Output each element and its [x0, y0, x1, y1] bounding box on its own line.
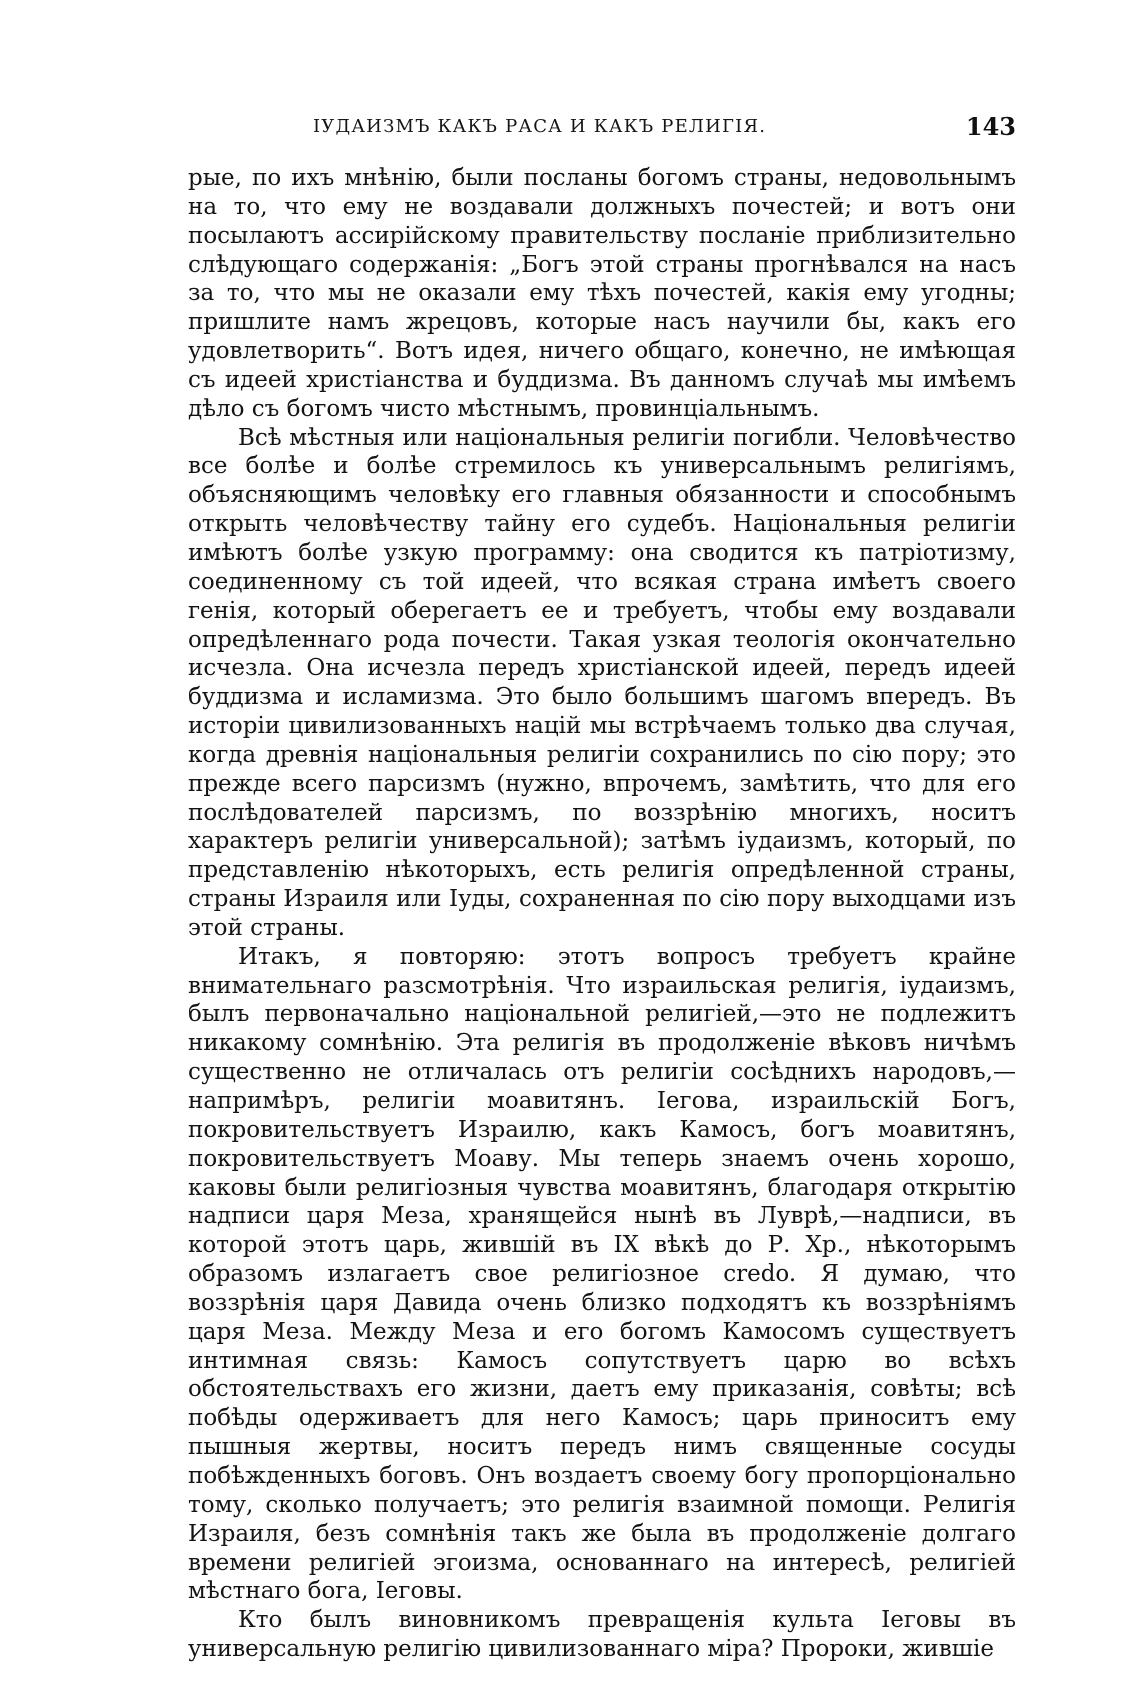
paragraph-prophets: Кто былъ виновникомъ превращенія культа Іеговы въ универсальную религію цивилизованнаго міра? Пророки, жившіе [188, 1607, 1016, 1663]
paragraph-continuation: рые, по ихъ мнѣнію, были посланы богомъ страны, недовольнымъ на то, что ему не воздавали должныхъ почестей; и вотъ они посылаютъ ассирійскому правительству посланіе приблизительно слѣдующаго содержанія: „Богъ этой страны прогнѣвался на насъ за то, что мы не оказали ему тѣхъ почестей, какія ему угодны; пришлите намъ жрецовъ, которые насъ научили бы, какъ его удовлетворить“. Вотъ идея, ничего общаго, конечно, не имѣющая съ идеей христіанства и буддизма. Въ данномъ случаѣ мы имѣемъ дѣло съ богомъ чисто мѣстнымъ, провинціальнымъ. [188, 165, 1016, 422]
page-header [188, 112, 1016, 148]
running-head: ІУДАИЗМЪ КАКЪ РАСА И КАКЪ РЕЛИГІЯ. [313, 116, 767, 137]
body-text [188, 164, 1016, 1664]
page-number: 143 [965, 112, 1016, 141]
paragraph-local-religions: Всѣ мѣстныя или національныя религіи погибли. Человѣчество все болѣе и болѣе стремилось къ универсальнымъ религіямъ, объясняющимъ человѣку его главныя обязанности и способнымъ открыть человѣчеству тайну его судебъ. Національныя религіи имѣютъ болѣе узкую программу: она сводится къ патріотизму, соединенному съ той идеей, что всякая страна имѣетъ своего генія, который оберегаетъ ее и требуетъ, чтобы ему воздавали опредѣленнаго рода почести. Такая узкая теологія окончательно исчезла. Она исчезла передъ христіанской идеей, передъ идеей буддизма и исламизма. Это было большимъ шагомъ впередъ. Въ исторіи цивилизованныхъ націй мы встрѣчаемъ только два случая, когда древнія національныя религіи сохранились по сію пору; это прежде всего парсизмъ (нужно, впрочемъ, замѣтить, что для его послѣдователей парсизмъ, по воззрѣнію многихъ, носитъ характеръ религіи универсальной); затѣмъ іудаизмъ, который, по представленію нѣкоторыхъ, есть религія опредѣленной страны, страны Израиля или Іуды, сохраненная по сію пору выходцами изъ этой страны. [188, 424, 1016, 941]
paragraph-israelite-religion: Итакъ, я повторяю: этотъ вопросъ требуетъ крайне внимательнаго разсмотрѣнія. Что израильская религія, іудаизмъ, былъ первоначально національной религіей,—это не подлежитъ никакому сомнѣнію. Эта религія въ продолженіе вѣковъ ничѣмъ существенно не отличалась отъ религіи сосѣднихъ народовъ,—напримѣръ, религіи моавитянъ. Іегова, израильскій Богъ, покровительствуетъ Израилю, какъ Камосъ, богъ моавитянъ, покровительствуетъ Моаву. Мы теперь знаемъ очень хорошо, каковы были религіозныя чувства моавитянъ, благодаря открытію надписи царя Меза, хранящейся нынѣ въ Луврѣ,—надписи, въ которой этотъ царь, жившій въ IX вѣкѣ до Р. Хр., нѣкоторымъ образомъ излагаетъ свое религіозное credo. Я думаю, что воззрѣнія царя Давида очень близко подходятъ къ воззрѣніямъ царя Меза. Между Меза и его богомъ Камосомъ существуетъ интимная связь: Камосъ сопутствуетъ царю во всѣхъ обстоятельствахъ его жизни, даетъ ему приказанія, совѣты; всѣ побѣды одерживаетъ для него Камосъ; царь приноситъ ему пышныя жертвы, носитъ передъ нимъ священные сосуды побѣжденныхъ боговъ. Онъ воздаетъ своему богу пропорціонально тому, сколько получаетъ; это религія взаимной помощи. Религія Израиля, безъ сомнѣнія такъ же была въ продолженіе долгаго времени религіей эгоизма, основаннаго на интересѣ, религіей мѣстнаго бога, Іеговы. [188, 943, 1016, 1605]
